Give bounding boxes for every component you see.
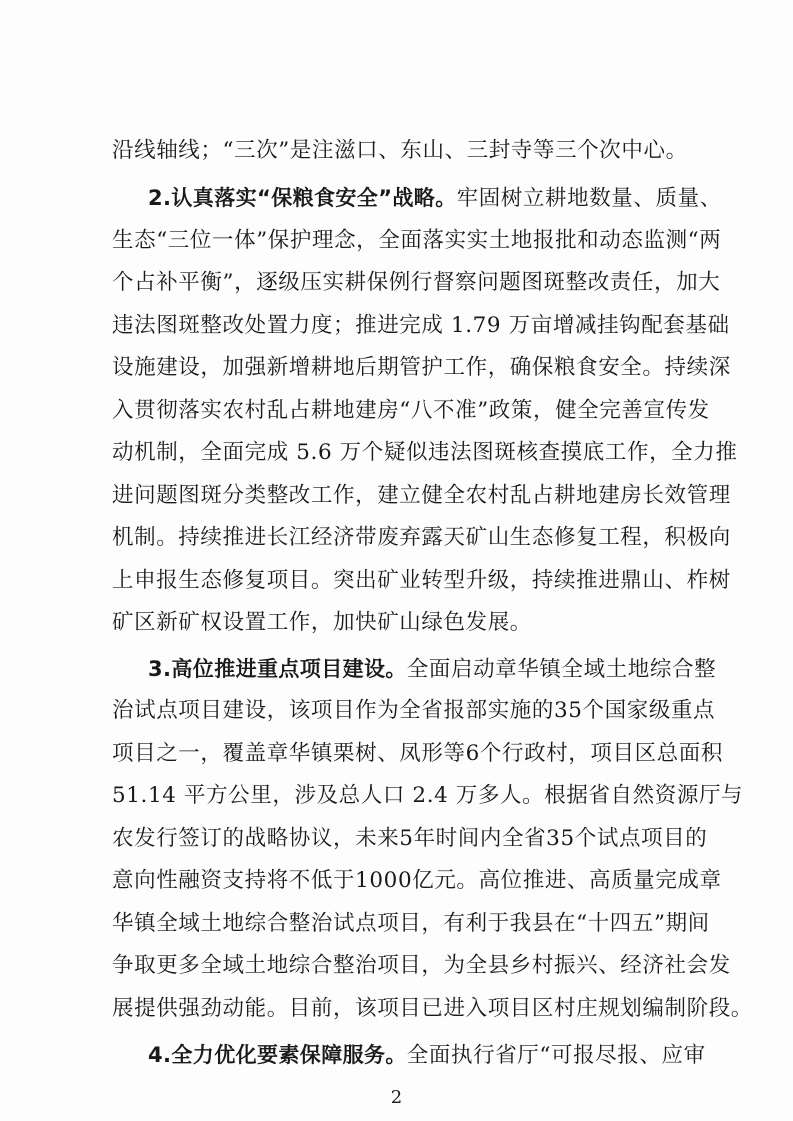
section-3-paragraph-start (148, 654, 717, 685)
section-3-text: 全面启动章华镇全域土地综合整 (406, 657, 717, 682)
text-line: 治试点项目建设，该项目作为全省报部实施的35个国家级重点 (112, 698, 716, 723)
text-line: 争取更多全域土地综合整治项目，为全县乡村振兴、经济社会发 (112, 953, 731, 978)
text-line: 动机制，全面完成 5.6 万个疑似违法图斑核查摸底工作，全力推 (112, 440, 738, 465)
text-line: 51.14 平方公里，涉及总人口 2.4 万多人。根据省自然资源厅与 (112, 783, 744, 808)
text-line: 入贯彻落实农村乱占耕地建房“八不准”政策，健全完善宣传发 (112, 398, 710, 423)
text-line: 农发行签订的战略协议，未来5年时间内全省35个试点项目的 (112, 826, 708, 851)
text-line: 上申报生态修复项目。突出矿业转型升级，持续推进鼎山、柞树 (112, 568, 731, 593)
text-line: 沿线轴线；“三次”是注滋口、东山、三封寺等三个次中心。 (112, 138, 688, 163)
text-line: 进问题图斑分类整改工作，建立健全农村乱占耕地建房长效管理 (112, 483, 731, 508)
text-line: 机制。持续推进长江经济带废弃露天矿山生态修复工程，积极向 (112, 525, 731, 550)
section-4-paragraph-start (148, 1040, 706, 1071)
text-line: 矿区新矿权设置工作，加快矿山绿色发展。 (112, 610, 532, 635)
section-2-heading: 2.认真落实“保粮食安全”战略。 (148, 186, 457, 210)
section-3-heading: 3.高位推进重点项目建设。 (148, 657, 407, 681)
text-line: 展提供强劲动能。目前，该项目已进入项目区村庄规划编制阶段。 (112, 996, 753, 1021)
page-number: 2 (390, 1087, 403, 1108)
section-2-paragraph-start (148, 183, 722, 214)
text-line: 个占补平衡”，逐级压实耕保例行督察问题图斑整改责任，加大 (112, 270, 721, 295)
text-line: 设施建设，加强新增耕地后期管护工作，确保粮食安全。持续深 (112, 355, 731, 380)
section-4-text: 全面执行省厅“可报尽报、应审 (406, 1043, 706, 1068)
section-2-text: 牢固树立耕地数量、质量、 (456, 186, 722, 211)
text-line: 意向性融资支持将不低于1000亿元。高位推进、高质量完成章 (112, 868, 722, 893)
text-line: 华镇全域土地综合整治试点项目，有利于我县在“十四五”期间 (112, 911, 710, 936)
text-line: 违法图斑整改处置力度；推进完成 1.79 万亩增减挂钩配套基础 (112, 313, 730, 338)
text-line: 项目之一，覆盖章华镇栗树、凤形等6个行政村，项目区总面积 (112, 741, 723, 766)
section-4-heading: 4.全力优化要素保障服务。 (148, 1043, 407, 1067)
text-line: 生态“三位一体”保护理念，全面落实实土地报批和动态监测“两 (112, 228, 722, 253)
